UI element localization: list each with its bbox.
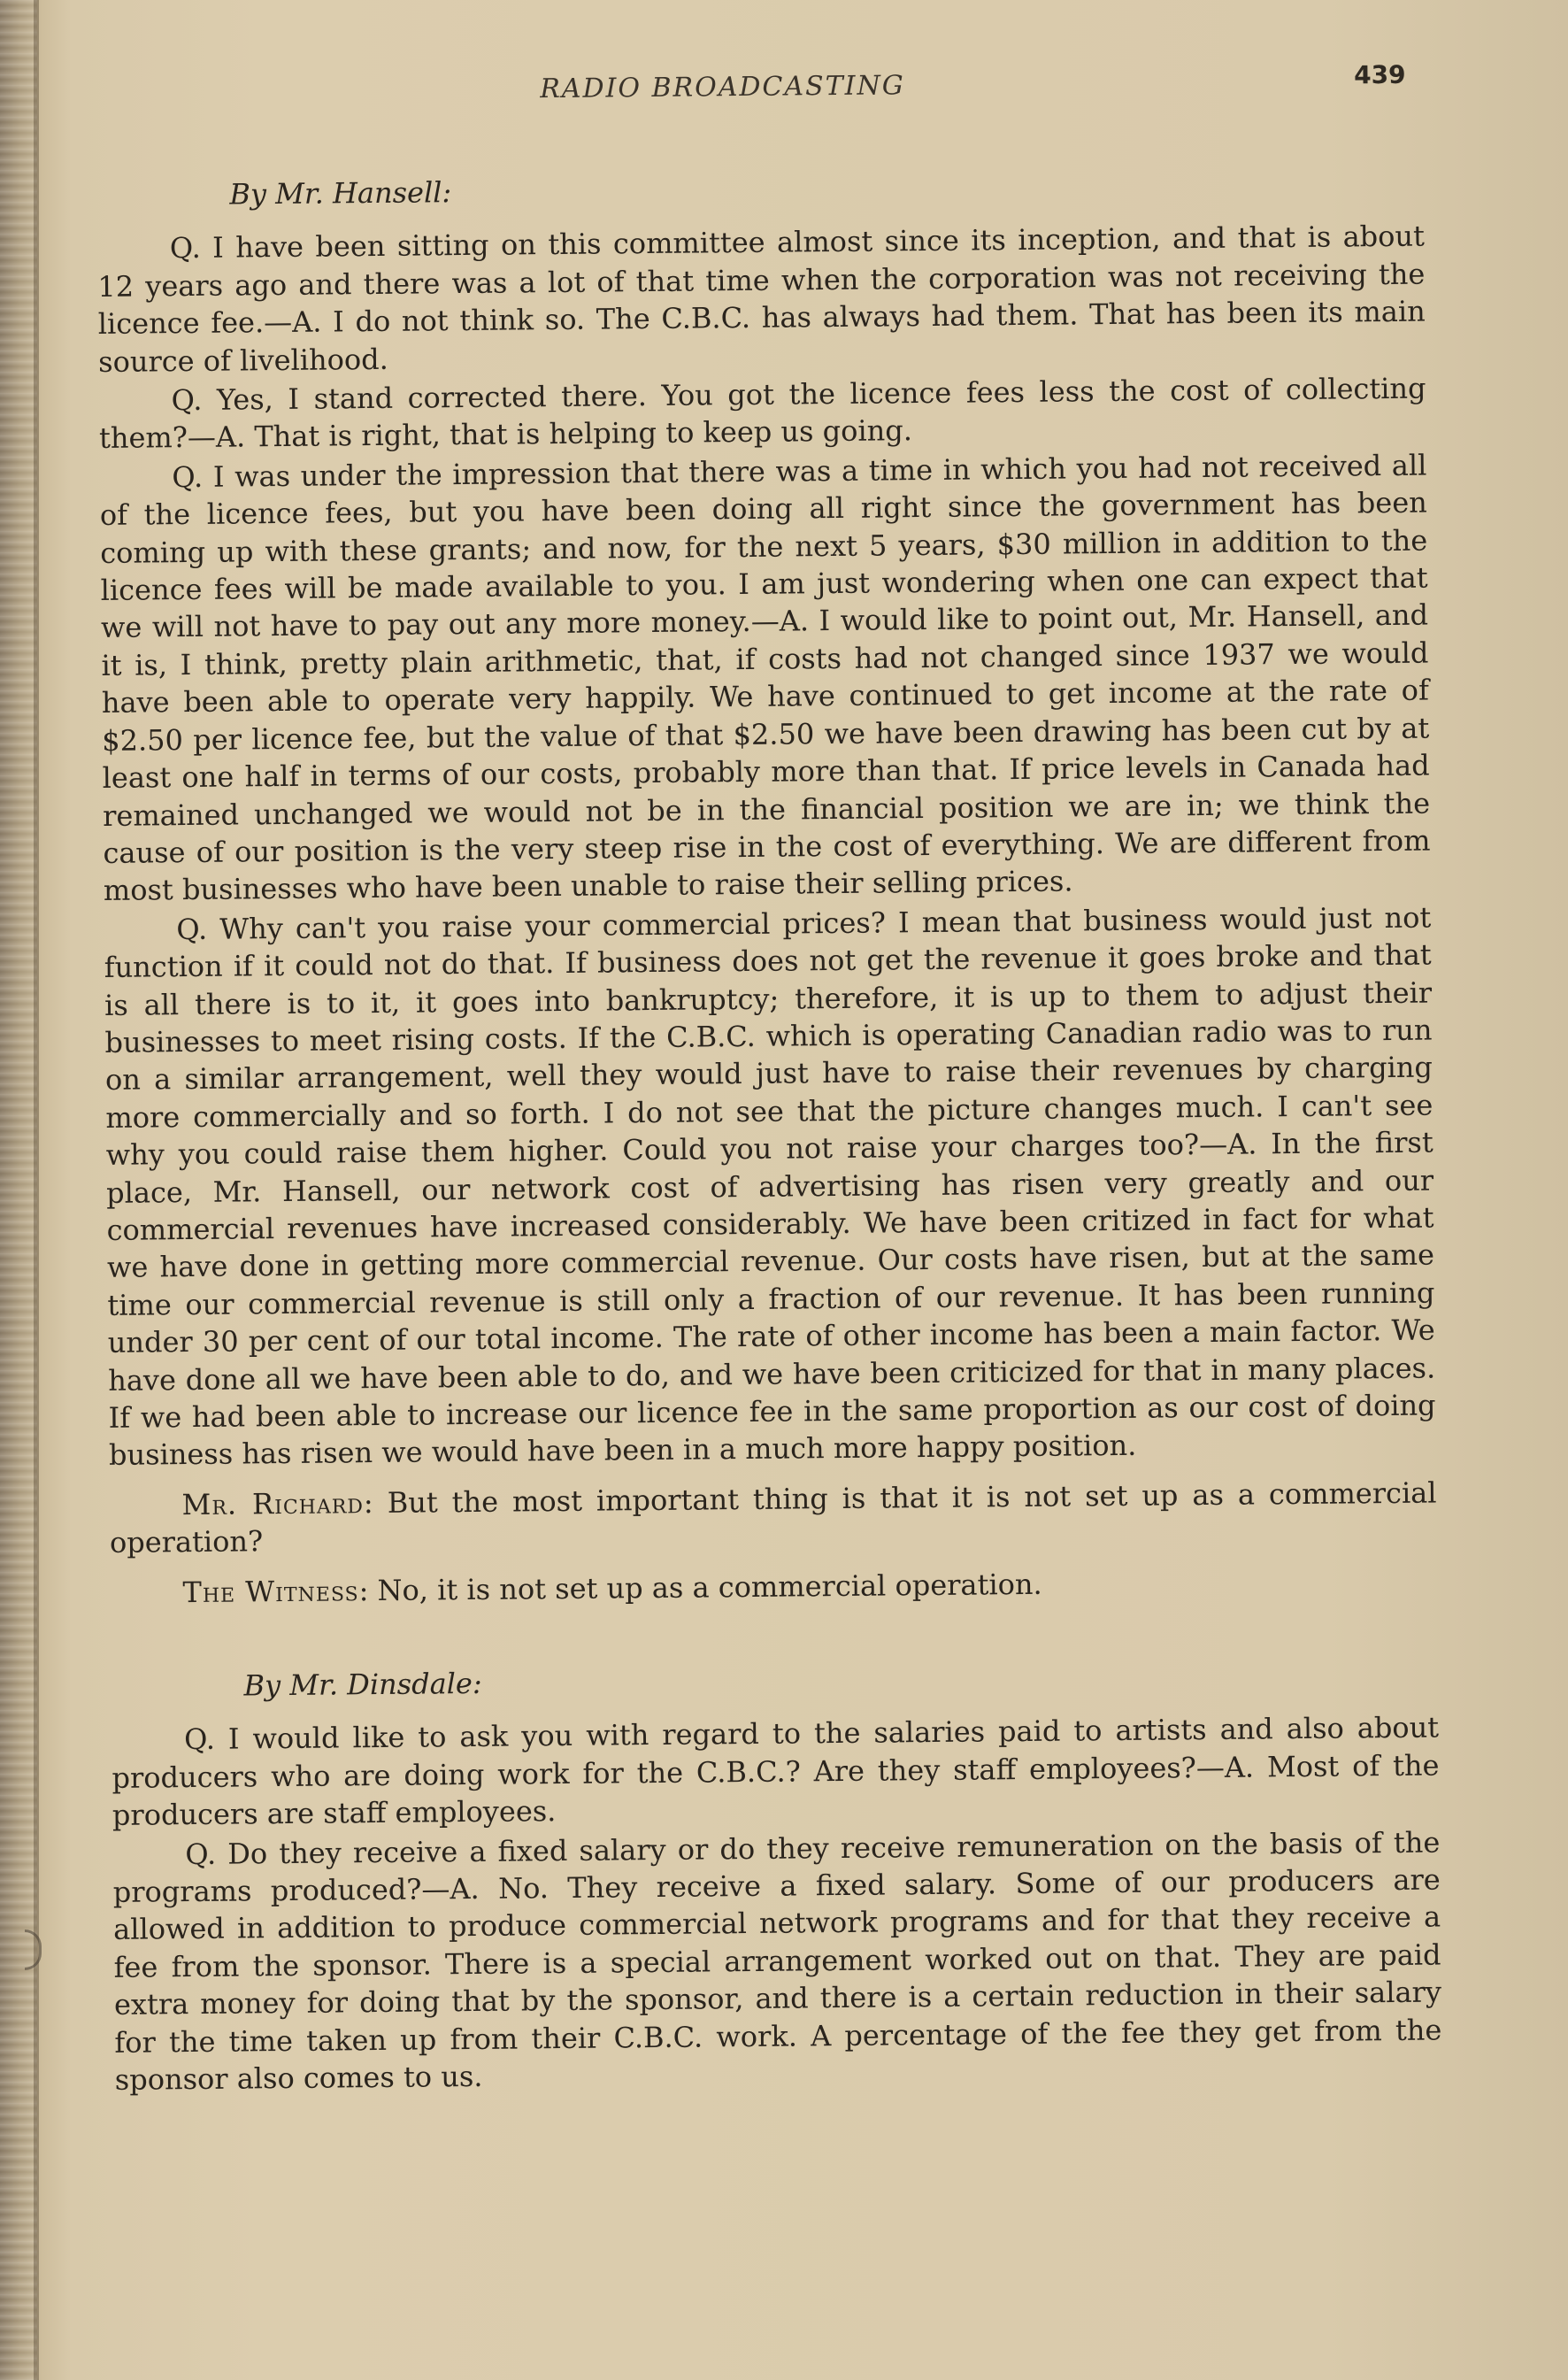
statement-speaker: Mr. Richard <box>181 1485 365 1521</box>
page-text <box>96 57 1442 2101</box>
qa-paragraph: Q. Why can't you raise your commercial prices? I mean that business would just not function if it could not do that. If business does not get the revenue it goes broke and that is all there is to it, it goes into bankruptcy; therefore, it is up to them to adjust their businesses to meet rising costs. If the C.B.C. which is operating Canadian radio was to run on a similar arrangement, well they would just have to raise their revenues by charging more commercially and so forth. I do not see that the picture changes much. I can't see why you could raise them higher. Could you not raise your charges too?—A. In the first place, Mr. Hansell, our network cost of advertising has risen very greatly and our commercial revenues have increased considerably. We have been critized in fact for what we have done in getting more commercial revenue. Our costs have risen, but at the same time our commercial revenue is still only a fraction of our revenue. It has been running under 30 per cent of our total income. The rate of other income has been a main factor. We have done all we have been able to do, and we have been criticized for that in many places. If we had been able to increase our licence fee in the same proportion as our cost of doing business has risen we would have been in a much more happy position. <box>104 900 1436 1473</box>
running-title: RADIO BROADCASTING <box>540 70 905 105</box>
speaker-heading: By Mr. Dinsdale: <box>243 1666 482 1703</box>
qa-paragraph: Q. I would like to ask you with regard to the salaries paid to artists and also about producers who are doing work for the C.B.C.? Are they staff employees?—A. Most of the producers are staff employees. <box>111 1710 1440 1833</box>
qa-paragraph: Q. Do they receive a fixed salary or do they receive remuneration on the basis of the programs produced?—A. No. They receive a fixed salary. Some of our producers are allowed in addition to produce commercial network programs and for that they receive a fee from the sponsor. There is a special arrangement worked out on that. They are paid extra money for doing that by the sponsor, and there is a certain reduction in their salary for the time taken up from their C.B.C. work. A percentage of the fee they get from the sponsor also comes to us. <box>112 1825 1442 2097</box>
margin-mark <box>25 1929 42 1970</box>
qa-paragraph: Q. Yes, I stand corrected there. You got the licence fees less the cost of collecting them?—A. That is right, that is helping to keep us going. <box>98 371 1426 456</box>
book-binding <box>0 0 37 2380</box>
statement-witness <box>110 1561 1437 1612</box>
page-number: 439 <box>1353 59 1406 90</box>
binding-shadow <box>34 0 39 2380</box>
statement-richard <box>109 1474 1437 1561</box>
qa-paragraph: Q. I was under the impression that there was a time in which you had not received all of the licence fees, but you have been doing all right since the government has been coming up with these grants; and now, for the next 5 years, $30 million in addition to the licence fees will be made available to you. I am just wondering when one can expect that we will not have to pay out any more money.—A. I would like to point out, Mr. Hansell, and it is, I think, pretty plain arithmetic, that, if costs had not changed since 1937 we would have been able to operate very happily. We have continued to get income at the rate of $2.50 per licence fee, but the value of that $2.50 we have been drawing has been cut by at least one half in terms of our costs, probably more than that. If price levels in Canada had remained unchanged we would not be in the financial position we are in; we think the cause of our position is the very steep rise in the cost of everything. We are different from most businesses who have been unable to raise their selling prices. <box>99 448 1431 908</box>
statement-text: : But the most important thing is that it is not set up as a commercial operation? <box>109 1475 1437 1560</box>
statement-text: : No, it is not set up as a commercial operation. <box>358 1567 1042 1607</box>
running-header <box>96 57 1423 119</box>
qa-paragraph: Q. I have been sitting on this committee almost since its inception, and that is about 12 years ago and there was a lot of that time when the corporation was not receiving the licence fee.—A. I do not think so. The C.B.C. has always had them. That has been its main source of livelihood. <box>97 219 1426 379</box>
statement-speaker: The Witness <box>182 1573 359 1609</box>
speaker-heading: By Mr. Hansell: <box>229 175 452 212</box>
